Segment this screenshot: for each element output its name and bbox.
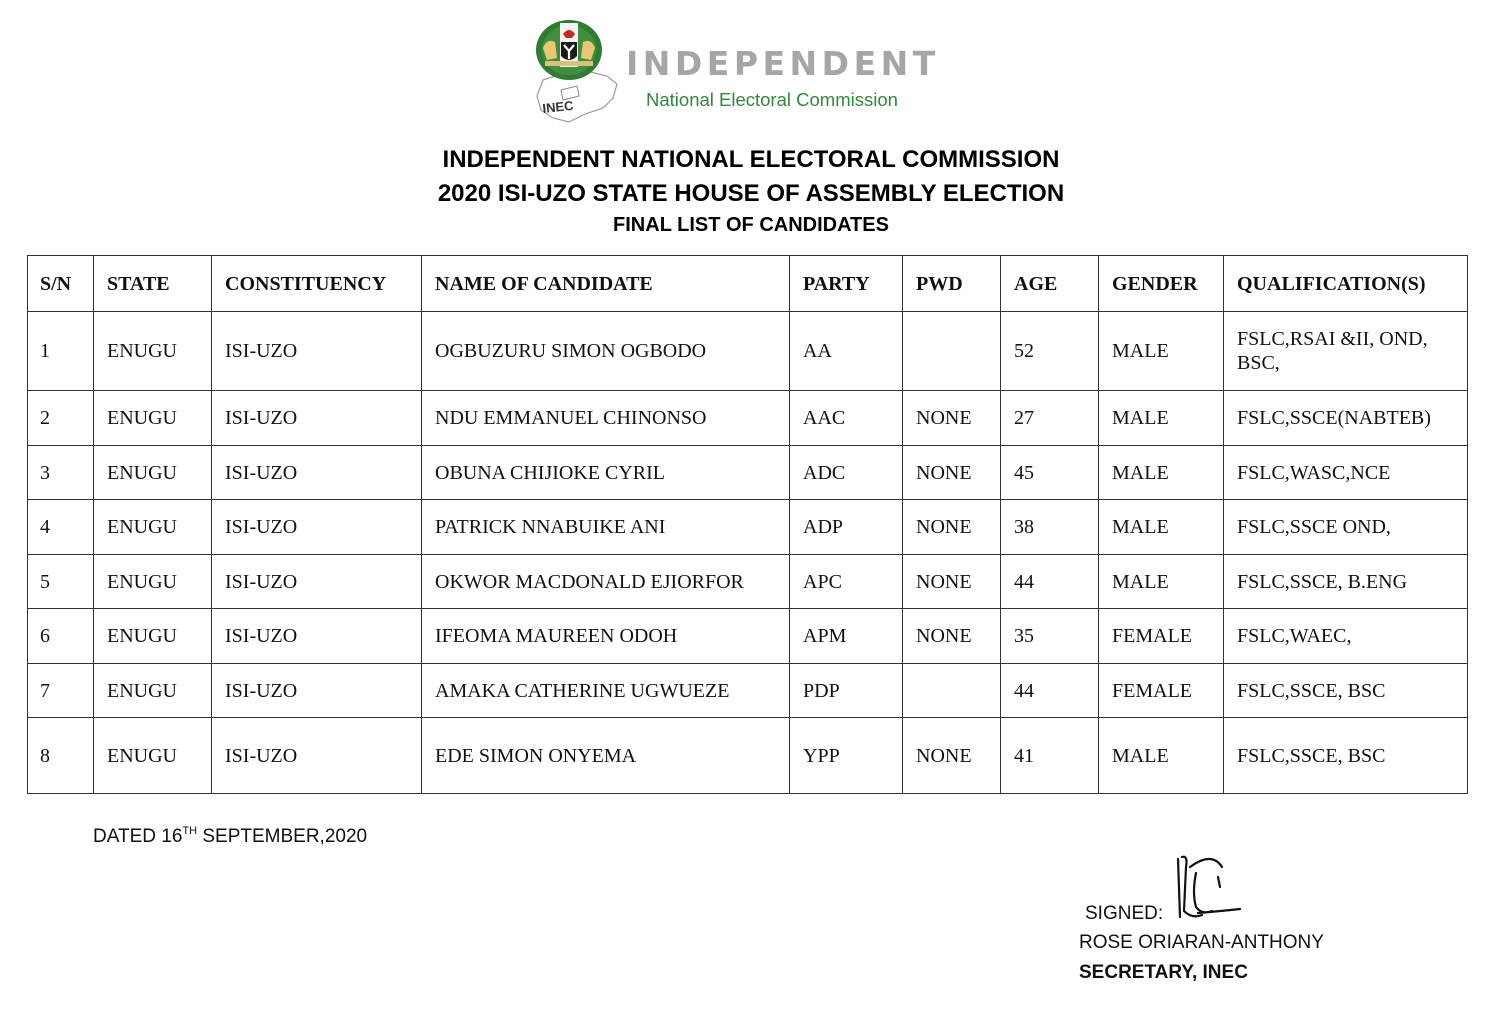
cell-pwd: NONE: [903, 391, 1001, 446]
cell-qualification: FSLC,RSAI &II, OND, BSC,: [1224, 312, 1468, 391]
table-header-row: [28, 256, 1468, 312]
cell-name: OBUNA CHIJIOKE CYRIL: [422, 446, 790, 500]
table-row: [28, 312, 1468, 391]
cell-name: IFEOMA MAUREEN ODOH: [422, 609, 790, 664]
cell-qualification: FSLC,SSCE, BSC: [1224, 718, 1468, 794]
column-header-party: PARTY: [790, 256, 903, 312]
cell-state: ENUGU: [94, 609, 212, 664]
cell-constituency: ISI-UZO: [212, 500, 422, 555]
table-row: [28, 446, 1468, 500]
cell-gender: MALE: [1099, 718, 1224, 794]
cell-qualification: FSLC,SSCE OND,: [1224, 500, 1468, 555]
cell-constituency: ISI-UZO: [212, 664, 422, 718]
candidates-table: [27, 255, 1468, 794]
document-title: INDEPENDENT NATIONAL ELECTORAL COMMISSION: [442, 146, 1060, 173]
inec-logo: [533, 18, 940, 126]
cell-sn: 1: [28, 312, 94, 391]
table-row: [28, 555, 1468, 609]
cell-constituency: ISI-UZO: [212, 609, 422, 664]
cell-name: OKWOR MACDONALD EJIORFOR: [422, 555, 790, 609]
cell-sn: 3: [28, 446, 94, 500]
cell-age: 27: [1001, 391, 1099, 446]
column-header-qualification: QUALIFICATION(S): [1224, 256, 1468, 312]
column-header-state: STATE: [94, 256, 212, 312]
column-header-age: AGE: [1001, 256, 1099, 312]
cell-pwd: [903, 664, 1001, 718]
cell-party: APM: [790, 609, 903, 664]
cell-gender: MALE: [1099, 500, 1224, 555]
cell-pwd: NONE: [903, 500, 1001, 555]
cell-pwd: NONE: [903, 609, 1001, 664]
cell-pwd: [903, 312, 1001, 391]
cell-gender: MALE: [1099, 446, 1224, 500]
emblem-inec-text: INEC: [541, 97, 575, 116]
cell-sn: 5: [28, 555, 94, 609]
cell-party: YPP: [790, 718, 903, 794]
inec-emblem-icon: [533, 18, 625, 126]
table-row: [28, 500, 1468, 555]
cell-party: AAC: [790, 391, 903, 446]
list-title: FINAL LIST OF CANDIDATES: [613, 214, 889, 236]
signature-icon: [1172, 853, 1244, 923]
cell-age: 35: [1001, 609, 1099, 664]
cell-constituency: ISI-UZO: [212, 446, 422, 500]
cell-gender: MALE: [1099, 391, 1224, 446]
date-prefix: DATED 16: [93, 826, 183, 847]
cell-sn: 2: [28, 391, 94, 446]
cell-sn: 8: [28, 718, 94, 794]
table-row: [28, 609, 1468, 664]
cell-pwd: NONE: [903, 446, 1001, 500]
cell-age: 52: [1001, 312, 1099, 391]
election-title: 2020 ISI-UZO STATE HOUSE OF ASSEMBLY ELECTION: [437, 180, 1065, 207]
cell-gender: MALE: [1099, 555, 1224, 609]
column-header-name: NAME OF CANDIDATE: [422, 256, 790, 312]
logo-wordmark: INDEPENDENT: [626, 44, 940, 83]
cell-name: NDU EMMANUEL CHINONSO: [422, 391, 790, 446]
cell-constituency: ISI-UZO: [212, 312, 422, 391]
cell-age: 41: [1001, 718, 1099, 794]
table-row: [28, 391, 1468, 446]
logo-subtitle: National Electoral Commission: [646, 89, 898, 110]
signer-title: SECRETARY, INEC: [1079, 962, 1248, 983]
cell-party: ADC: [790, 446, 903, 500]
column-header-pwd: PWD: [903, 256, 1001, 312]
cell-age: 44: [1001, 664, 1099, 718]
date-suffix: SEPTEMBER,2020: [197, 826, 368, 847]
cell-age: 38: [1001, 500, 1099, 555]
cell-gender: FEMALE: [1099, 664, 1224, 718]
cell-pwd: NONE: [903, 555, 1001, 609]
date-ordinal-superscript: TH: [182, 825, 198, 837]
cell-state: ENUGU: [94, 312, 212, 391]
cell-gender: MALE: [1099, 312, 1224, 391]
cell-state: ENUGU: [94, 718, 212, 794]
cell-party: AA: [790, 312, 903, 391]
signed-label: SIGNED:: [1085, 903, 1164, 924]
table-row: [28, 664, 1468, 718]
table-row: [28, 718, 1468, 794]
column-header-gender: GENDER: [1099, 256, 1224, 312]
signer-name: ROSE ORIARAN-ANTHONY: [1079, 932, 1324, 953]
cell-qualification: FSLC,WASC,NCE: [1224, 446, 1468, 500]
cell-name: EDE SIMON ONYEMA: [422, 718, 790, 794]
cell-constituency: ISI-UZO: [212, 391, 422, 446]
cell-state: ENUGU: [94, 446, 212, 500]
cell-sn: 4: [28, 500, 94, 555]
cell-constituency: ISI-UZO: [212, 718, 422, 794]
cell-state: ENUGU: [94, 664, 212, 718]
cell-qualification: FSLC,SSCE, B.ENG: [1224, 555, 1468, 609]
cell-gender: FEMALE: [1099, 609, 1224, 664]
cell-qualification: FSLC,SSCE, BSC: [1224, 664, 1468, 718]
cell-name: AMAKA CATHERINE UGWUEZE: [422, 664, 790, 718]
cell-age: 45: [1001, 446, 1099, 500]
cell-party: ADP: [790, 500, 903, 555]
cell-age: 44: [1001, 555, 1099, 609]
cell-sn: 6: [28, 609, 94, 664]
cell-state: ENUGU: [94, 391, 212, 446]
column-header-sn: S/N: [28, 256, 94, 312]
cell-qualification: FSLC,WAEC,: [1224, 609, 1468, 664]
cell-state: ENUGU: [94, 555, 212, 609]
cell-party: PDP: [790, 664, 903, 718]
column-header-constituency: CONSTITUENCY: [212, 256, 422, 312]
cell-party: APC: [790, 555, 903, 609]
cell-pwd: NONE: [903, 718, 1001, 794]
date-line: [93, 826, 367, 848]
cell-name: OGBUZURU SIMON OGBODO: [422, 312, 790, 391]
cell-state: ENUGU: [94, 500, 212, 555]
cell-constituency: ISI-UZO: [212, 555, 422, 609]
cell-sn: 7: [28, 664, 94, 718]
cell-name: PATRICK NNABUIKE ANI: [422, 500, 790, 555]
cell-qualification: FSLC,SSCE(NABTEB): [1224, 391, 1468, 446]
